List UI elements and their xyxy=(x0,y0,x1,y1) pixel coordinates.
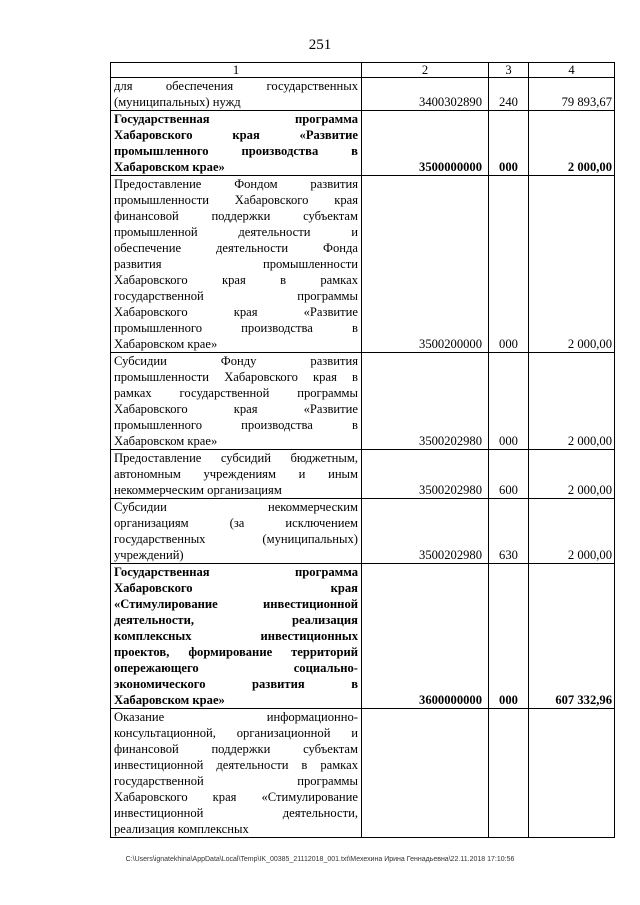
table-row xyxy=(111,709,615,838)
table-row xyxy=(111,564,615,709)
description-line: некоммерческим организациям xyxy=(114,483,282,497)
row-description xyxy=(111,353,362,450)
row-target-code: 3500202980 xyxy=(362,353,489,450)
row-target-code: 3600000000 xyxy=(362,564,489,709)
row-amount: 2 000,00 xyxy=(529,111,615,176)
description-line: Государственная программа xyxy=(114,565,358,579)
row-amount: 2 000,00 xyxy=(529,450,615,499)
description-line: Хабаровского края «Развитие xyxy=(114,128,358,142)
description-line: государственной программы xyxy=(114,289,358,303)
row-description xyxy=(111,450,362,499)
description-line: Хабаровском крае» xyxy=(114,693,225,707)
description-line: Хабаровском крае» xyxy=(114,337,218,351)
row-target-code: 3500202980 xyxy=(362,450,489,499)
row-description xyxy=(111,499,362,564)
row-expense-type: 000 xyxy=(489,176,529,353)
description-line: рамках государственной программы xyxy=(114,386,358,400)
description-line: опережающего социально- xyxy=(114,661,358,675)
file-path-footer: C:\Users\ignatekhina\AppData\Local\Temp\IK_00385_21112018_001.txt\Мехехина Ирина Геннадьевна\22.11.2018 17:10:56 xyxy=(125,856,515,863)
description-line: финансовой поддержки субъектам xyxy=(114,742,358,756)
description-line: инвестиционной деятельности, xyxy=(114,806,358,820)
row-description xyxy=(111,111,362,176)
row-target-code: 3500200000 xyxy=(362,176,489,353)
description-line: промышленного производства в xyxy=(114,321,358,335)
description-line: государственной программы xyxy=(114,774,358,788)
table-row xyxy=(111,78,615,111)
description-line: Хабаровского края «Стимулирование xyxy=(114,790,358,804)
row-amount: 79 893,67 xyxy=(529,78,615,111)
row-amount: 2 000,00 xyxy=(529,499,615,564)
row-expense-type xyxy=(489,709,529,838)
description-line: промышленного производства в xyxy=(114,418,358,432)
description-line: комплексных инвестиционных xyxy=(114,629,358,643)
row-amount xyxy=(529,709,615,838)
description-line: инвестиционной деятельности в рамках xyxy=(114,758,358,772)
row-expense-type: 600 xyxy=(489,450,529,499)
description-line: для обеспечения государственных xyxy=(114,79,358,93)
description-line: Хабаровского края в рамках xyxy=(114,273,358,287)
description-line: Хабаровском крае» xyxy=(114,434,218,448)
row-target-code xyxy=(362,709,489,838)
row-amount: 2 000,00 xyxy=(529,353,615,450)
description-line: реализация комплексных xyxy=(114,822,249,836)
description-line: промышленной деятельности и xyxy=(114,225,358,239)
description-line: «Стимулирование инвестиционной xyxy=(114,597,358,611)
row-expense-type: 240 xyxy=(489,78,529,111)
description-line: (муниципальных) нужд xyxy=(114,95,241,109)
row-expense-type: 000 xyxy=(489,564,529,709)
table-row xyxy=(111,499,615,564)
description-line: обеспечение деятельности Фонда xyxy=(114,241,358,255)
description-line: финансовой поддержки субъектам xyxy=(114,209,358,223)
table-row xyxy=(111,353,615,450)
row-target-code: 3500000000 xyxy=(362,111,489,176)
column-header-1: 1 xyxy=(111,63,362,78)
row-expense-type: 000 xyxy=(489,353,529,450)
description-line: учреждений) xyxy=(114,548,184,562)
table-row xyxy=(111,176,615,353)
description-line: проектов, формирование территорий xyxy=(114,645,358,659)
table-row xyxy=(111,450,615,499)
description-line: развития промышленности xyxy=(114,257,358,271)
row-target-code: 3400302890 xyxy=(362,78,489,111)
table-row xyxy=(111,111,615,176)
description-line: Хабаровского края «Развитие xyxy=(114,305,358,319)
description-line: Предоставление Фондом развития xyxy=(114,177,358,191)
row-description xyxy=(111,564,362,709)
row-target-code: 3500202980 xyxy=(362,499,489,564)
description-line: Субсидии некоммерческим xyxy=(114,500,358,514)
description-line: Хабаровского края xyxy=(114,581,358,595)
column-header-2: 2 xyxy=(362,63,489,78)
description-line: государственных (муниципальных) xyxy=(114,532,358,546)
description-line: Хабаровского края «Развитие xyxy=(114,402,358,416)
column-header-3: 3 xyxy=(489,63,529,78)
row-description xyxy=(111,78,362,111)
page-number: 251 xyxy=(308,37,332,53)
description-line: консультационной, организационной и xyxy=(114,726,358,740)
row-amount: 2 000,00 xyxy=(529,176,615,353)
description-line: Предоставление субсидий бюджетным, xyxy=(114,451,358,465)
description-line: экономического развития в xyxy=(114,677,358,691)
row-description xyxy=(111,176,362,353)
description-line: Государственная программа xyxy=(114,112,358,126)
description-line: организациям (за исключением xyxy=(114,516,358,530)
description-line: автономным учреждениям и иным xyxy=(114,467,358,481)
column-header-4: 4 xyxy=(529,63,615,78)
row-expense-type: 630 xyxy=(489,499,529,564)
budget-table xyxy=(110,62,615,838)
description-line: Хабаровском крае» xyxy=(114,160,225,174)
description-line: Оказание информационно- xyxy=(114,710,358,724)
description-line: промышленности Хабаровского края xyxy=(114,193,358,207)
row-expense-type: 000 xyxy=(489,111,529,176)
row-amount: 607 332,96 xyxy=(529,564,615,709)
table-header-row xyxy=(111,63,615,78)
description-line: Субсидии Фонду развития xyxy=(114,354,358,368)
description-line: промышленного производства в xyxy=(114,144,358,158)
description-line: деятельности, реализация xyxy=(114,613,358,627)
description-line: промышленности Хабаровского края в xyxy=(114,370,358,384)
row-description xyxy=(111,709,362,838)
